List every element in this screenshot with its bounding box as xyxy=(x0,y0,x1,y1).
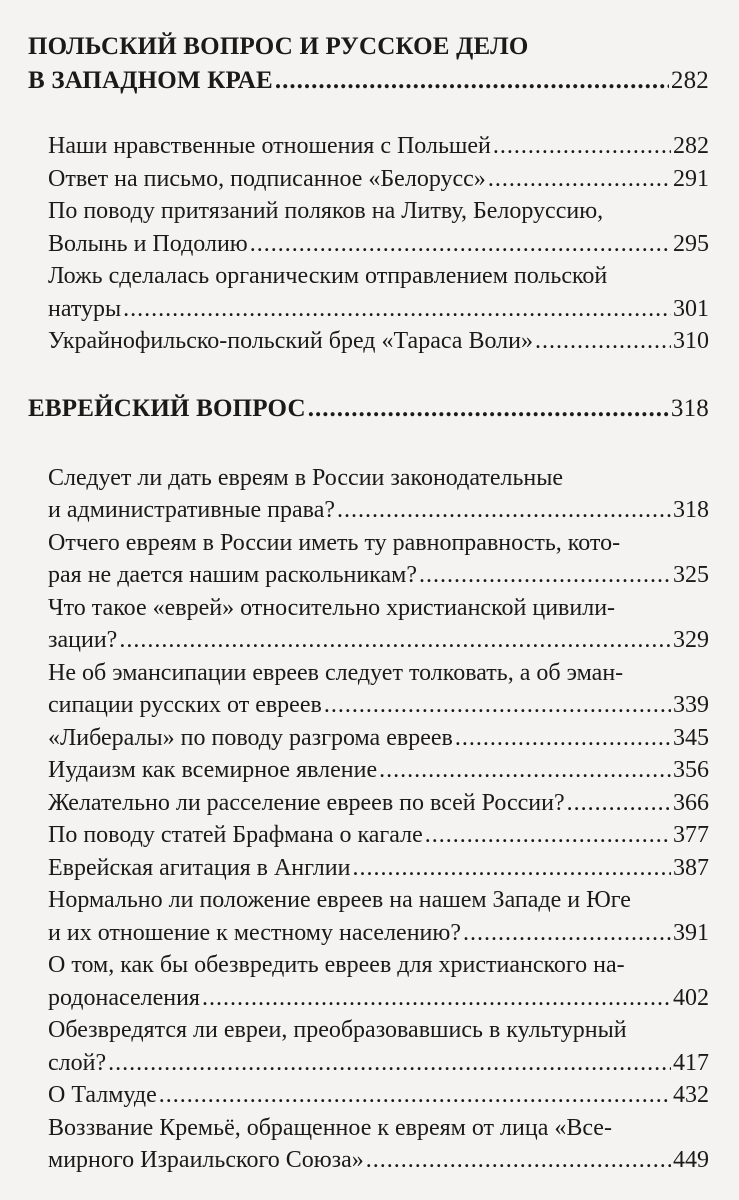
page-number: 377 xyxy=(673,822,709,848)
page-number: 417 xyxy=(673,1049,709,1076)
entry-text: Нормально ли положение евреев на нашем Западе и Юге xyxy=(48,887,631,913)
entry-text: Обезвредятся ли евреи, преобразовавшись в культурный xyxy=(48,1017,627,1043)
dot-leader xyxy=(275,64,669,98)
dot-leader xyxy=(123,293,671,326)
page-number: 282 xyxy=(670,67,709,94)
toc-entry[interactable] xyxy=(48,1079,709,1112)
dot-leader xyxy=(308,392,669,426)
page-number: 291 xyxy=(673,165,709,192)
section-title xyxy=(28,30,709,98)
section-title-line: ПОЛЬСКИЙ ВОПРОС И РУССКОЕ ДЕЛО xyxy=(28,33,529,60)
toc-entry[interactable] xyxy=(48,754,709,787)
entry-text: родонаселения xyxy=(48,984,200,1011)
toc-entry[interactable] xyxy=(48,462,709,527)
toc-entry[interactable] xyxy=(48,130,709,163)
dot-leader xyxy=(250,228,671,261)
page-number: 366 xyxy=(673,789,709,816)
dot-leader xyxy=(159,1079,671,1112)
page-number: 356 xyxy=(673,757,709,783)
toc-entry[interactable] xyxy=(48,722,709,755)
toc-entry[interactable] xyxy=(48,163,709,196)
entry-text: и административные права? xyxy=(48,497,335,523)
page-number: 339 xyxy=(673,692,709,718)
entry-text: Ложь сделалась органическим отправлением польской xyxy=(48,263,608,289)
entry-text: сипации русских от евреев xyxy=(48,692,322,718)
toc-entry[interactable] xyxy=(48,657,709,722)
page-number: 318 xyxy=(670,394,709,422)
entry-text: Иудаизм как всемирное явление xyxy=(48,757,378,783)
dot-leader xyxy=(488,163,671,196)
entry-text: рая не дается нашим раскольникам? xyxy=(48,562,418,588)
entry-text: и их отношение к местному населению? xyxy=(48,919,461,946)
toc-entry[interactable] xyxy=(48,1014,709,1079)
page-number: 318 xyxy=(673,497,709,523)
dot-leader xyxy=(337,494,671,527)
toc-entry[interactable] xyxy=(48,884,709,949)
page-number: 310 xyxy=(673,328,709,354)
entry-text: «Либералы» по поводу разгрома евреев xyxy=(48,724,453,751)
toc-section-polish-question xyxy=(28,30,709,358)
dot-leader xyxy=(463,917,671,950)
entry-text: слой? xyxy=(48,1049,107,1076)
entry-text: Желательно ли расселение евреев по всей России? xyxy=(48,789,565,816)
entry-text: По поводу статей Брафмана о кагале xyxy=(48,822,423,848)
toc-entry[interactable] xyxy=(48,527,709,592)
toc-entry[interactable] xyxy=(48,819,709,852)
section-title xyxy=(28,392,709,426)
entry-text: натуры xyxy=(48,295,122,322)
page-number: 325 xyxy=(673,562,709,588)
toc-entry[interactable] xyxy=(48,949,709,1014)
dot-leader xyxy=(119,624,671,657)
page-number: 345 xyxy=(673,724,709,751)
section-title-line: ЕВРЕЙСКИЙ ВОПРОС xyxy=(28,394,306,422)
dot-leader xyxy=(567,787,671,820)
page-number: 402 xyxy=(673,984,709,1011)
toc-entry[interactable] xyxy=(48,325,709,358)
toc-entry-list xyxy=(28,462,709,1177)
dot-leader xyxy=(324,689,671,722)
page-number: 301 xyxy=(673,295,709,322)
section-title-last-line xyxy=(28,392,709,426)
toc-entry-list xyxy=(28,130,709,358)
entry-text: зации? xyxy=(48,627,118,653)
toc-entry[interactable] xyxy=(48,592,709,657)
entry-text: По поводу притязаний поляков на Литву, Белоруссию, xyxy=(48,198,604,224)
toc-section-jewish-question xyxy=(28,392,709,1177)
section-title-line: В ЗАПАДНОМ КРАЕ xyxy=(28,67,273,94)
dot-leader xyxy=(202,982,671,1015)
section-title-last-line xyxy=(28,64,709,98)
entry-text: Еврейская агитация в Англии xyxy=(48,854,351,881)
toc-entry[interactable] xyxy=(48,260,709,325)
entry-text: Украйнофильско-польский бред «Тараса Воли» xyxy=(48,328,533,354)
dot-leader xyxy=(419,559,671,592)
page-number: 295 xyxy=(673,230,709,257)
entry-text: Что такое «еврей» относительно христианской цивили- xyxy=(48,594,616,621)
toc-entry[interactable] xyxy=(48,1112,709,1177)
entry-text: Волынь и Подолию xyxy=(48,230,248,257)
entry-text: мирного Израильского Союза» xyxy=(48,1147,364,1173)
dot-leader xyxy=(352,852,671,885)
toc-entry[interactable] xyxy=(48,195,709,260)
dot-leader xyxy=(366,1144,671,1177)
entry-text: Ответ на письмо, подписанное «Белорусс» xyxy=(48,165,486,192)
entry-text: О том, как бы обезвредить евреев для христианского на- xyxy=(48,952,625,978)
entry-text: Следует ли дать евреям в России законодательные xyxy=(48,464,564,491)
toc-entry[interactable] xyxy=(48,787,709,820)
page-number: 282 xyxy=(673,133,709,159)
entry-text: О Талмуде xyxy=(48,1082,157,1108)
page-number: 387 xyxy=(673,854,709,881)
page-number: 449 xyxy=(673,1147,709,1173)
entry-text: Воззвание Кремьё, обращенное к евреям от лица «Все- xyxy=(48,1114,612,1141)
dot-leader xyxy=(379,754,671,787)
entry-text: Отчего евреям в России иметь ту равноправность, кото- xyxy=(48,529,621,556)
entry-text: Не об эмансипации евреев следует толковать, а об эман- xyxy=(48,659,624,686)
page-number: 391 xyxy=(673,919,709,946)
entry-text: Наши нравственные отношения с Польшей xyxy=(48,133,491,159)
dot-leader xyxy=(425,819,671,852)
toc-entry[interactable] xyxy=(48,852,709,885)
dot-leader xyxy=(493,130,671,163)
page-number: 329 xyxy=(673,627,709,653)
dot-leader xyxy=(108,1047,671,1080)
dot-leader xyxy=(455,722,671,755)
page-number: 432 xyxy=(673,1082,709,1108)
dot-leader xyxy=(535,325,671,358)
